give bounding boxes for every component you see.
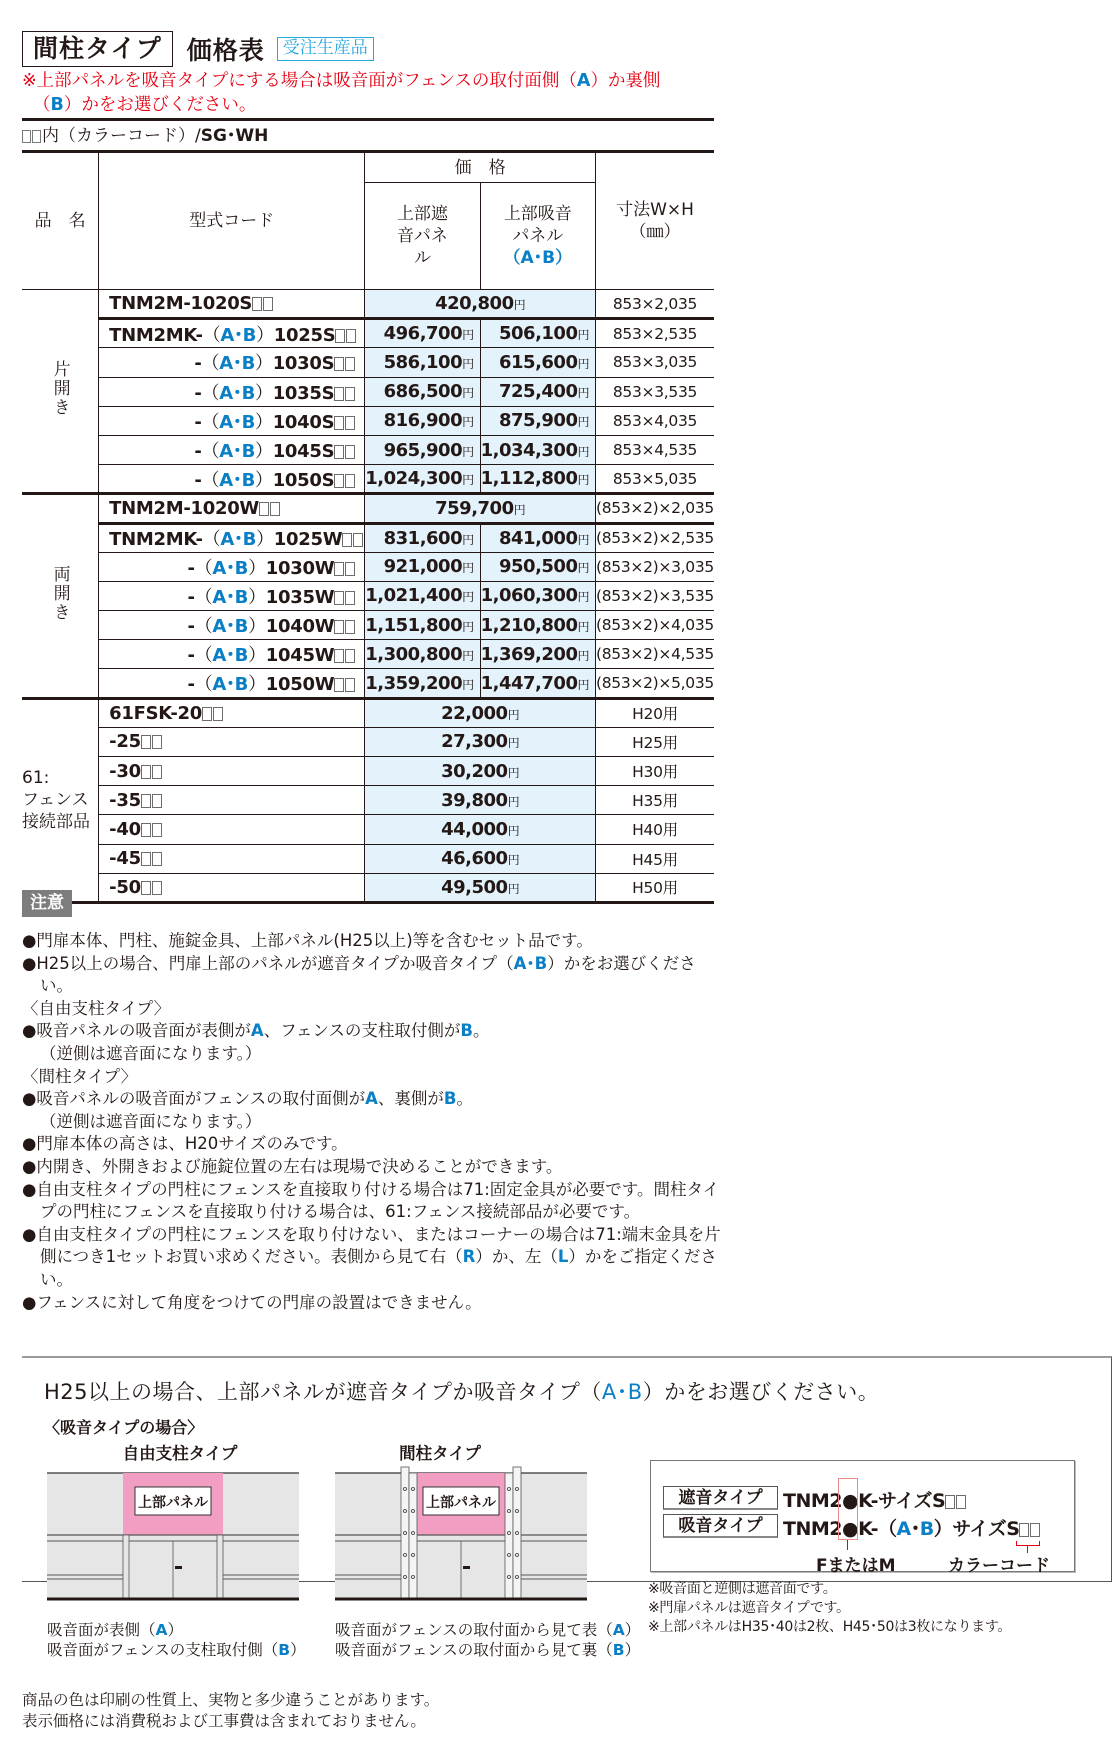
diagram-post-caption: 吸音面がフェンスの取付面から見て表（A） 吸音面がフェンスの取付面から見て裏（B） [335,1621,641,1659]
note-item: （逆側は遮音面になります。） [40,1043,262,1063]
color-box-icon [345,357,355,371]
model-code: -（A･B）1045S [99,435,365,464]
table-row [22,611,714,640]
note-item: ●自由支柱タイプの門柱にフェンスを取り付けない、またはコーナーの場合は71:端末金具を片側につき1セットお買い求めください。表側から見て右（R）か、左（L）かをご指定ください。 [22,1224,721,1289]
size-cell: (853×2)×2,035 [596,494,715,523]
price-shade-cell: 1,024,300円 [365,465,480,494]
size-cell: 853×4,035 [596,406,715,435]
header-size: 寸法W×H （㎜） [596,152,715,290]
color-box-icon [945,1495,955,1509]
color-box-icon [334,387,344,401]
size-cell: 853×2,535 [596,319,715,348]
color-box-icon [141,852,151,866]
table-row [22,669,714,698]
note-item: （逆側は遮音面になります。） [40,1111,262,1131]
color-box-icon [202,707,212,721]
color-box-icon [345,562,355,576]
table-row [22,435,714,464]
color-box-icon [334,591,344,605]
price-cell: 49,500円 [365,873,596,902]
color-box-icon [956,1495,966,1509]
table-row [22,815,714,844]
model-code: -25 [99,727,365,756]
color-box-icon [152,735,162,749]
color-box-icon [345,678,355,692]
table-row [22,406,714,435]
color-box-icon [152,765,162,779]
price-shade-cell: 1,300,800円 [365,640,480,669]
price-absorb-cell: 725,400円 [480,377,595,406]
color-box-icon [213,707,223,721]
table-row [22,786,714,815]
color-box-icon [334,445,344,459]
bracket-line [1016,1541,1017,1546]
title-type-box: 間柱タイプ [22,31,173,67]
size-cell: H50用 [596,873,715,902]
size-cell: H25用 [596,727,715,756]
shade-type-tag: 遮音タイプ [663,1486,778,1510]
size-cell: 853×2,035 [596,290,715,319]
price-cell: 27,300円 [365,727,596,756]
price-absorb-cell: 506,100円 [480,319,595,348]
table-row [22,698,714,727]
note-item: ●H25以上の場合、門扉上部のパネルが遮音タイプか吸音タイプ（A･B）かをお選びください。 [22,953,696,996]
color-code-legend: 内（カラーコード）/SG･WH [22,123,268,149]
table-row [22,873,714,902]
panel-label: 上部パネル [138,1495,208,1511]
category-cell: 両開き [22,494,99,698]
model-code: TNM2MK-（A･B）1025S [99,319,365,348]
model-code: -45 [99,844,365,873]
color-box-icon [1019,1523,1029,1537]
color-box-icon [259,502,269,516]
category-cell: 片開き [22,290,99,494]
size-cell: (853×2)×4,535 [596,640,715,669]
fm-label: FまたはM [816,1556,896,1576]
price-absorb-cell: 615,600円 [480,348,595,377]
color-code-label: カラーコード [948,1556,1050,1576]
diagram-free-caption: 吸音面が表側（A） 吸音面がフェンスの支柱取付側（B） [47,1621,306,1659]
color-box-icon [334,620,344,634]
note-item: ●門扉本体の高さは、H20サイズのみです。 [22,1134,348,1154]
note-item: ●内開き、外開きおよび施錠位置の左右は現場で決めることができます。 [22,1156,563,1176]
panel-label: 上部パネル [426,1495,496,1511]
color-box-icon [263,297,273,311]
color-box-icon [345,591,355,605]
price-cell: 39,800円 [365,786,596,815]
note-item: ●吸音パネルの吸音面がフェンスの取付面側がA、裏側がB。 [22,1089,473,1109]
table-row [22,757,714,786]
model-code: TNM2M-1020W [99,494,365,523]
color-box-icon [32,130,41,143]
color-box-icon [141,881,151,895]
table-row [22,319,714,348]
note-subheading: 〈自由支柱タイプ〉 [22,998,171,1018]
color-box-icon [1030,1523,1040,1537]
size-cell: H20用 [596,698,715,727]
model-code-legend [650,1460,1075,1576]
model-code: -（A･B）1045W [99,640,365,669]
header-code: 型式コード [99,152,365,290]
color-box-icon [345,387,355,401]
price-shade-cell: 586,100円 [365,348,480,377]
price-absorb-cell: 1,447,700円 [480,669,595,698]
size-cell: (853×2)×3,535 [596,581,715,610]
price-absorb-cell: 950,500円 [480,552,595,581]
color-box-icon [334,678,344,692]
table-row [22,523,714,552]
color-box-icon [152,852,162,866]
price-absorb-cell: 1,060,300円 [480,581,595,610]
page-header [22,30,374,68]
price-shade-cell: 816,900円 [365,406,480,435]
price-cell: 46,600円 [365,844,596,873]
table-row [22,640,714,669]
color-box-icon [345,416,355,430]
model-code: -（A･B）1030S [99,348,365,377]
model-code: -（A･B）1030W [99,552,365,581]
page-title: 価格表 [186,36,265,65]
size-cell: (853×2)×5,035 [596,669,715,698]
color-box-icon [141,794,151,808]
price-cell: 30,200円 [365,757,596,786]
color-box-icon [22,130,31,143]
price-absorb-cell: 875,900円 [480,406,595,435]
model-code: -（A･B）1040S [99,406,365,435]
model-code: -30 [99,757,365,786]
color-box-icon [141,735,151,749]
table-row [22,552,714,581]
price-absorb-cell: 1,112,800円 [480,465,595,494]
price-shade-cell: 1,359,200円 [365,669,480,698]
table-row [22,494,714,523]
model-code: -（A･B）1035W [99,581,365,610]
price-cell: 22,000円 [365,698,596,727]
size-cell: H35用 [596,786,715,815]
price-absorb-cell: 1,034,300円 [480,435,595,464]
model-code: -40 [99,815,365,844]
table-row [22,581,714,610]
color-box-icon [342,533,352,547]
model-code: -（A･B）1040W [99,611,365,640]
caution-notes [22,930,722,1314]
header-price: 価 格 [365,152,596,183]
size-cell: 853×3,535 [596,377,715,406]
header-name: 品 名 [22,152,99,290]
price-shade-cell: 496,700円 [365,319,480,348]
selection-box-subtitle: 〈吸音タイプの場合〉 [44,1418,204,1437]
note-subheading: 〈間柱タイプ〉 [22,1066,138,1086]
color-box-icon [346,329,356,343]
color-box-icon [345,649,355,663]
code-notes: ※吸音面と逆側は遮音面です。 ※門扉パネルは遮音タイプです。 ※上部パネルはH35･40は2枚、H45･50は3枚になります。 [648,1581,1012,1635]
note-item: ●門扉本体、門柱、施錠金具、上部パネル(H25以上)等を含むセット品です。 [22,931,593,950]
selection-box-title: H25以上の場合、上部パネルが遮音タイプか吸音タイプ（A･B）かをお選びください。 [44,1380,880,1404]
size-cell: (853×2)×2,535 [596,523,715,552]
color-box-icon [334,649,344,663]
model-code: -（A･B）1050W [99,669,365,698]
absorb-code: TNM2●K-（A･B）サイズS [783,1514,1041,1541]
model-code: -（A･B）1050S [99,465,365,494]
table-row [22,377,714,406]
price-cell: 44,000円 [365,815,596,844]
bracket-line [1039,1541,1040,1546]
header-price-shade: 上部遮音パネル [365,183,480,290]
color-box-icon [353,533,363,547]
free-post-gate-diagram [47,1465,299,1605]
price-cell: 759,700円 [365,494,596,523]
note-item: ●フェンスに対して角度をつけての門扉の設置はできません。 [22,1292,482,1312]
size-cell: (853×2)×4,035 [596,611,715,640]
note-item: ●吸音パネルの吸音面が表側がA、フェンスの支柱取付側がB。 [22,1021,490,1041]
model-code: -35 [99,786,365,815]
diagram-post-label: 間柱タイプ [399,1444,481,1463]
size-cell: (853×2)×3,035 [596,552,715,581]
size-cell: H45用 [596,844,715,873]
price-shade-cell: 921,000円 [365,552,480,581]
price-shade-cell: 1,021,400円 [365,581,480,610]
table-row [22,348,714,377]
price-shade-cell: 1,151,800円 [365,611,480,640]
shade-code: TNM2●K-サイズS [783,1486,967,1513]
absorb-type-tag: 吸音タイプ [663,1514,778,1538]
price-absorb-cell: 841,000円 [480,523,595,552]
caution-tag: 注意 [22,890,72,917]
color-box-icon [335,329,345,343]
color-box-icon [141,823,151,837]
table-row [22,727,714,756]
size-cell: 853×4,535 [596,435,715,464]
color-box-icon [334,562,344,576]
color-box-icon [334,357,344,371]
price-table [22,150,714,904]
note-item: ●自由支柱タイプの門柱にフェンスを直接取り付ける場合は71:固定金具が必要です。間柱タイプの門柱にフェンスを直接取り付ける場合は、61:フェンス接続部品が必要です。 [22,1179,720,1222]
model-code: TNM2MK-（A･B）1025W [99,523,365,552]
color-box-icon [252,297,262,311]
color-box-icon [141,765,151,779]
price-shade-cell: 965,900円 [365,435,480,464]
color-box-icon [345,620,355,634]
color-box-icon [152,794,162,808]
color-box-icon [334,474,344,488]
bracket-line [1016,1545,1040,1546]
color-box-icon [270,502,280,516]
diagram-free-label: 自由支柱タイプ [122,1444,238,1463]
header-price-absorb: 上部吸音 パネル （A･B） [480,183,595,290]
size-cell: H30用 [596,757,715,786]
color-box-icon [345,445,355,459]
price-shade-cell: 686,500円 [365,377,480,406]
color-box-icon [152,881,162,895]
model-code: -（A･B）1035S [99,377,365,406]
footer-disclaimer: 商品の色は印刷の性質上、実物と多少違うことがあります。 表示価格には消費税および工事費は含まれておりません。 [22,1691,440,1730]
table-row [22,465,714,494]
model-code: -50 [99,873,365,902]
post-type-gate-diagram [335,1465,587,1605]
color-box-icon [152,823,162,837]
size-cell: 853×5,035 [596,465,715,494]
divider [22,118,714,121]
color-box-icon [334,416,344,430]
table-row [22,290,714,319]
pointer-line [847,1540,848,1550]
price-cell: 420,800円 [365,290,596,319]
color-box-icon [345,474,355,488]
price-shade-cell: 831,600円 [365,523,480,552]
made-to-order-badge: 受注生産品 [277,37,374,61]
table-row [22,844,714,873]
size-cell: 853×3,035 [596,348,715,377]
model-code: TNM2M-1020S [99,290,365,319]
category-cell: 61: フェンス 接続部品 [22,698,99,902]
size-cell: H40用 [596,815,715,844]
price-absorb-cell: 1,369,200円 [480,640,595,669]
price-absorb-cell: 1,210,800円 [480,611,595,640]
model-code: 61FSK-20 [99,698,365,727]
absorb-warning: ※上部パネルを吸音タイプにする場合は吸音面がフェンスの取付面側（A）か裏側 （B）かをお選びください。 [22,71,661,115]
fm-highlight [838,1478,858,1540]
